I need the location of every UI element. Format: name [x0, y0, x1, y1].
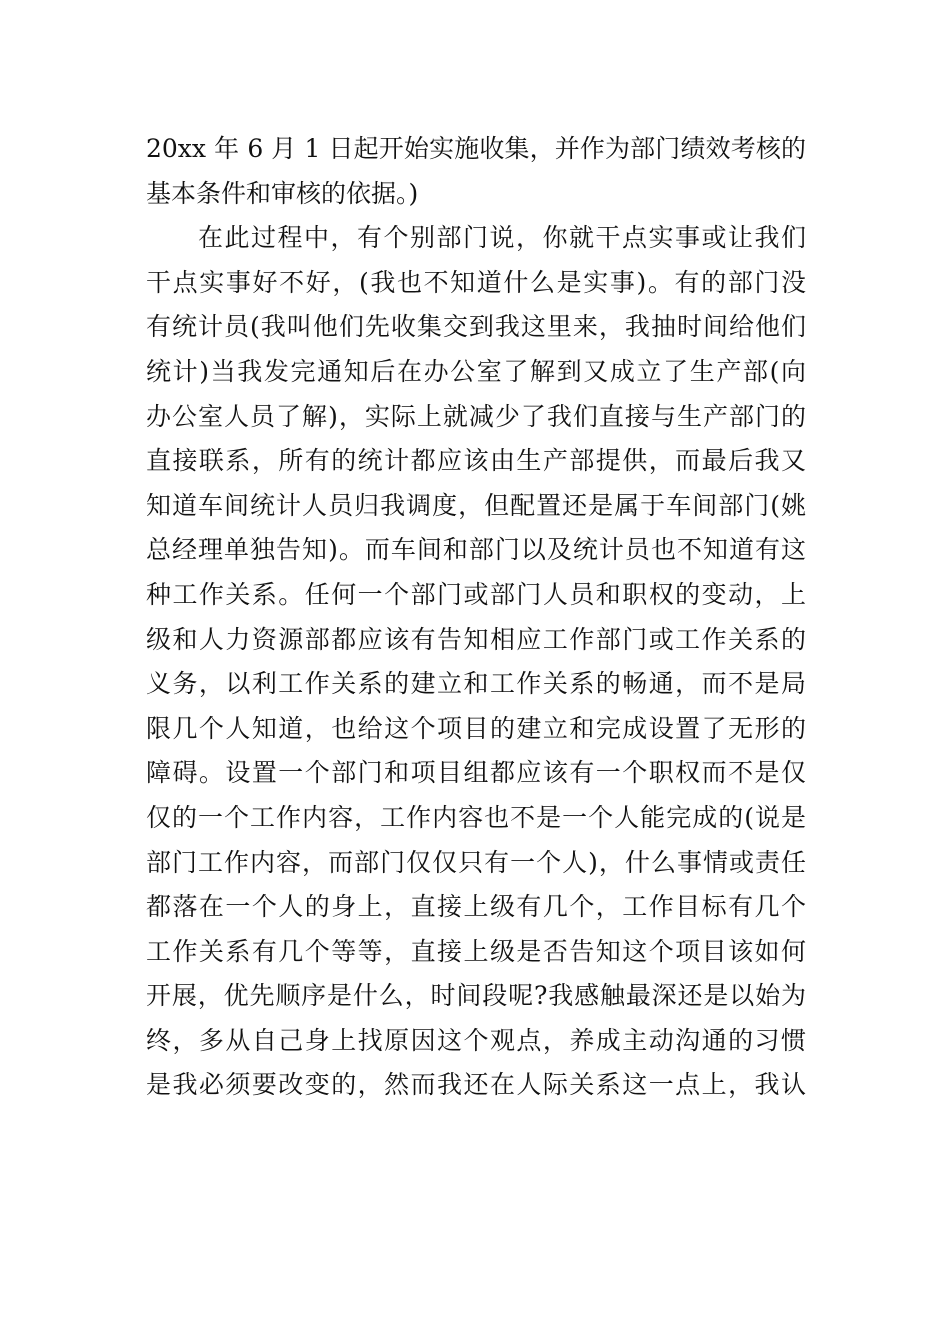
text-line: 仅的一个工作内容，工作内容也不是一个人能完成的(说是: [146, 802, 806, 832]
text-line: 20xx 年 6 月 1 日起开始实施收集，并作为部门绩效考核的: [146, 134, 806, 163]
text-line: 级和人力资源部都应该有告知相应工作部门或工作关系的: [146, 624, 806, 654]
text-line: 直接联系，所有的统计都应该由生产部提供，而最后我又: [146, 446, 806, 476]
text-line: 总经理单独告知)。而车间和部门以及统计员也不知道有这: [146, 535, 806, 565]
text-line: 障碍。设置一个部门和项目组都应该有一个职权而不是仅: [146, 758, 806, 788]
paragraph-first-line: 在此过程中，有个别部门说，你就干点实事或让我们: [198, 223, 806, 253]
text-line: 是我必须要改变的，然而我还在人际关系这一点上，我认: [146, 1070, 806, 1100]
text-line: 终，多从自己身上找原因这个观点，养成主动沟通的习惯: [146, 1025, 806, 1055]
body-text: [146, 127, 806, 1108]
text-line: 都落在一个人的身上，直接上级有几个，工作目标有几个: [146, 892, 806, 922]
text-line: 限几个人知道，也给这个项目的建立和完成设置了无形的: [146, 713, 806, 743]
text-line: 干点实事好不好，(我也不知道什么是实事)。有的部门没: [146, 267, 806, 297]
text-line: 部门工作内容，而部门仅仅只有一个人)，什么事情或责任: [146, 847, 806, 877]
text-line: 有统计员(我叫他们先收集交到我这里来，我抽时间给他们: [146, 312, 806, 342]
text-line: 工作关系有几个等等，直接上级是否告知这个项目该如何: [146, 936, 806, 966]
text-line: 开展，优先顺序是什么，时间段呢?我感触最深还是以始为: [146, 981, 806, 1011]
text-line: 义务，以利工作关系的建立和工作关系的畅通，而不是局: [146, 669, 806, 699]
text-line: 统计)当我发完通知后在办公室了解到又成立了生产部(向: [146, 356, 806, 386]
text-line: 办公室人员了解)，实际上就减少了我们直接与生产部门的: [146, 401, 806, 431]
text-line: 知道车间统计人员归我调度，但配置还是属于车间部门(姚: [146, 490, 806, 520]
text-line: 种工作关系。任何一个部门或部门人员和职权的变动，上: [146, 579, 806, 609]
text-line: 基本条件和审核的依据。): [146, 178, 419, 208]
